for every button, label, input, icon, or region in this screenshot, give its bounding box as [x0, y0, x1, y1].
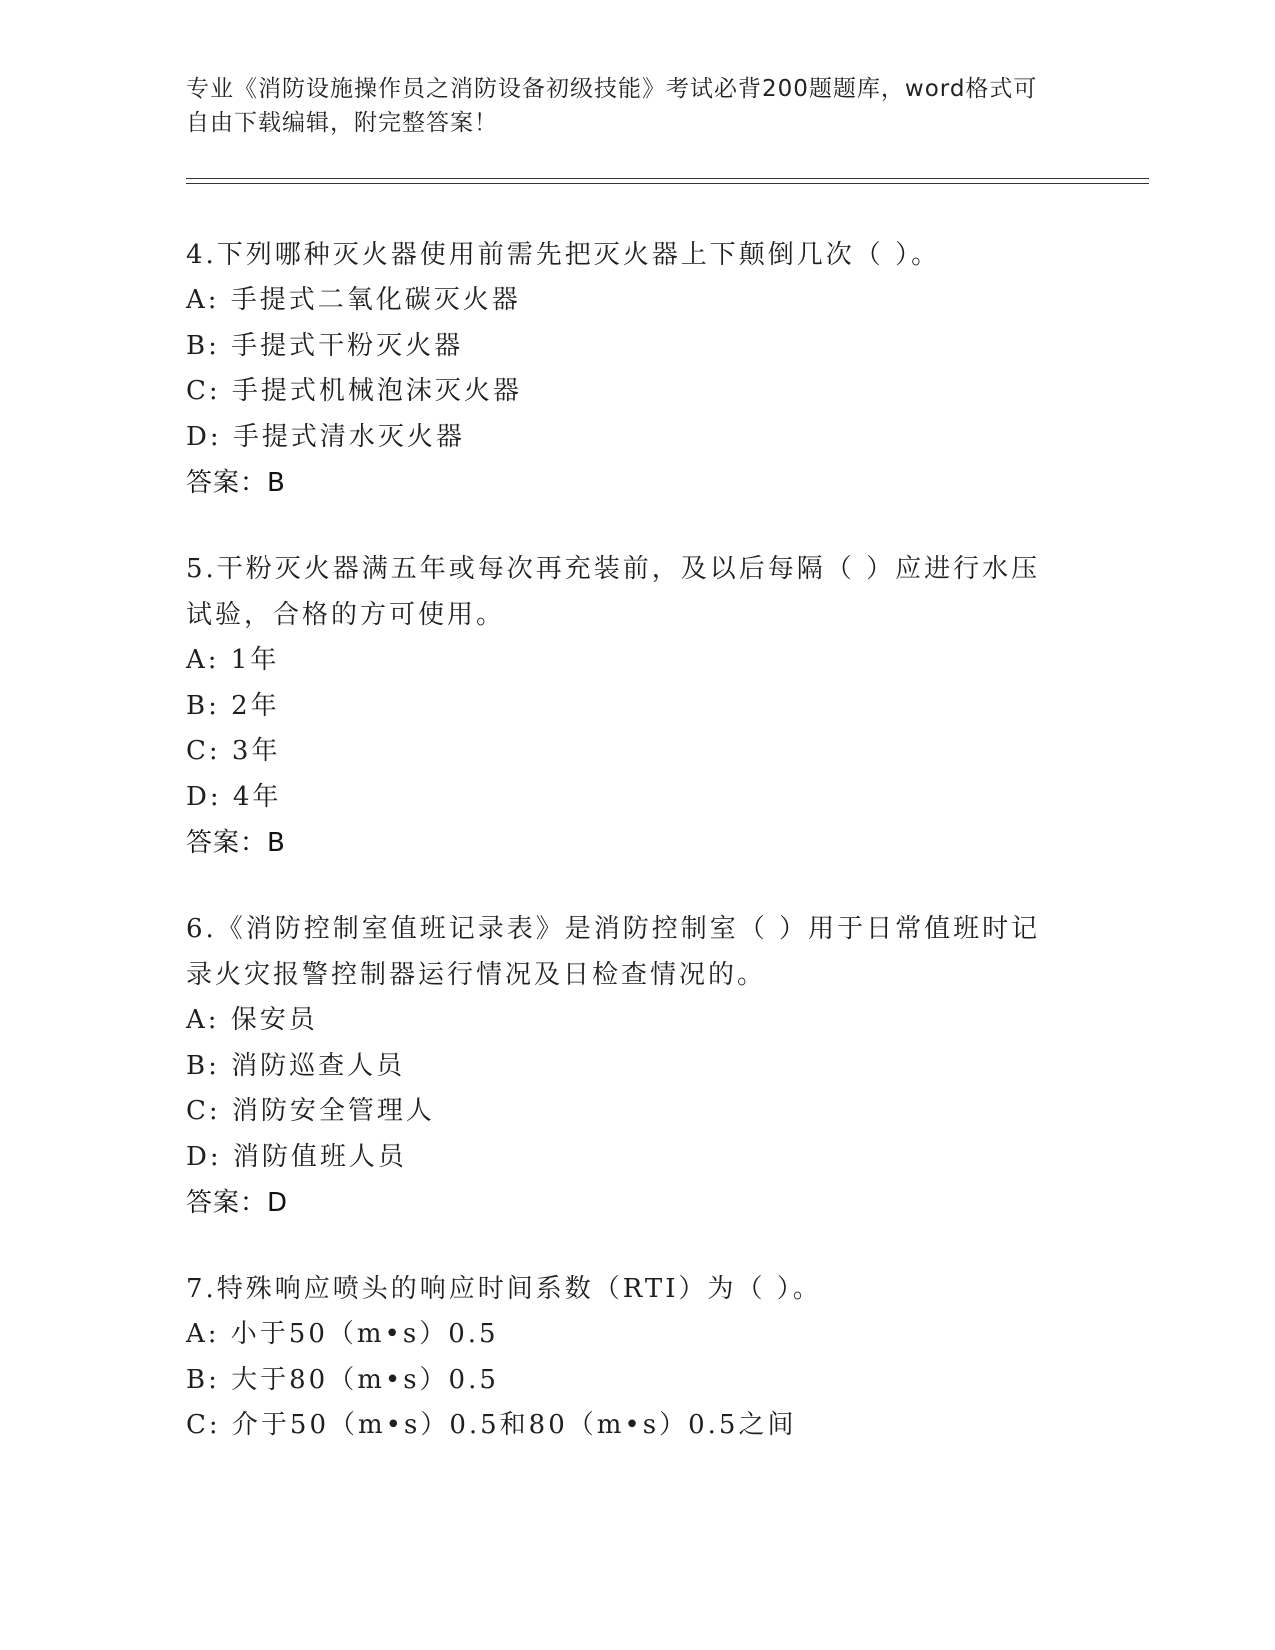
question-text: 6.《消防控制室值班记录表》是消防控制室（ ）用于日常值班时记: [186, 914, 1041, 944]
question-7: [186, 1266, 1086, 1449]
option-a: A: 小于50（m•s）0.5: [186, 1319, 499, 1349]
question-4: [186, 232, 1086, 506]
question-list: [186, 232, 1086, 1489]
header-line-2: 自由下载编辑，附完整答案！: [186, 110, 498, 136]
header-line-1: 专业《消防设施操作员之消防设备初级技能》考试必背200题题库，word格式可: [186, 76, 1038, 102]
question-text: 5.干粉灭火器满五年或每次再充装前，及以后每隔（ ）应进行水压: [186, 554, 1041, 584]
question-6: [186, 906, 1086, 1226]
answer: 答案：B: [186, 828, 286, 858]
option-c: C: 手提式机械泡沫灭火器: [186, 376, 522, 406]
question-text: 4.下列哪种灭火器使用前需先把灭火器上下颠倒几次（ ）。: [186, 240, 941, 270]
answer: 答案：B: [186, 468, 286, 498]
header-divider-bottom: [186, 183, 1149, 184]
question-text-continued: 试验，合格的方可使用。: [186, 600, 506, 630]
option-b: B: 2年: [186, 690, 280, 721]
option-c: C: 消防安全管理人: [186, 1096, 435, 1126]
question-text-continued: 录火灾报警控制器运行情况及日检查情况的。: [186, 960, 767, 990]
option-c: C: 介于50（m•s）0.5和80（m•s）0.5之间: [186, 1410, 797, 1440]
option-b: B: 手提式干粉灭火器: [186, 330, 464, 361]
option-c: C: 3年: [186, 736, 281, 766]
document-header: [186, 72, 1066, 140]
option-a: A: 保安员: [186, 1005, 318, 1035]
option-b: B: 消防巡查人员: [186, 1050, 406, 1081]
option-d: D: 手提式清水灭火器: [186, 421, 465, 452]
option-b: B: 大于80（m•s）0.5: [186, 1364, 499, 1395]
question-5: [186, 546, 1086, 866]
option-a: A: 1年: [186, 645, 280, 675]
option-d: D: 消防值班人员: [186, 1141, 407, 1172]
header-divider-top: [186, 178, 1149, 179]
option-d: D: 4年: [186, 781, 282, 812]
option-a: A: 手提式二氧化碳灭火器: [186, 285, 521, 315]
answer: 答案：D: [186, 1188, 289, 1218]
question-text: 7.特殊响应喷头的响应时间系数（RTI）为（ ）。: [186, 1274, 822, 1304]
